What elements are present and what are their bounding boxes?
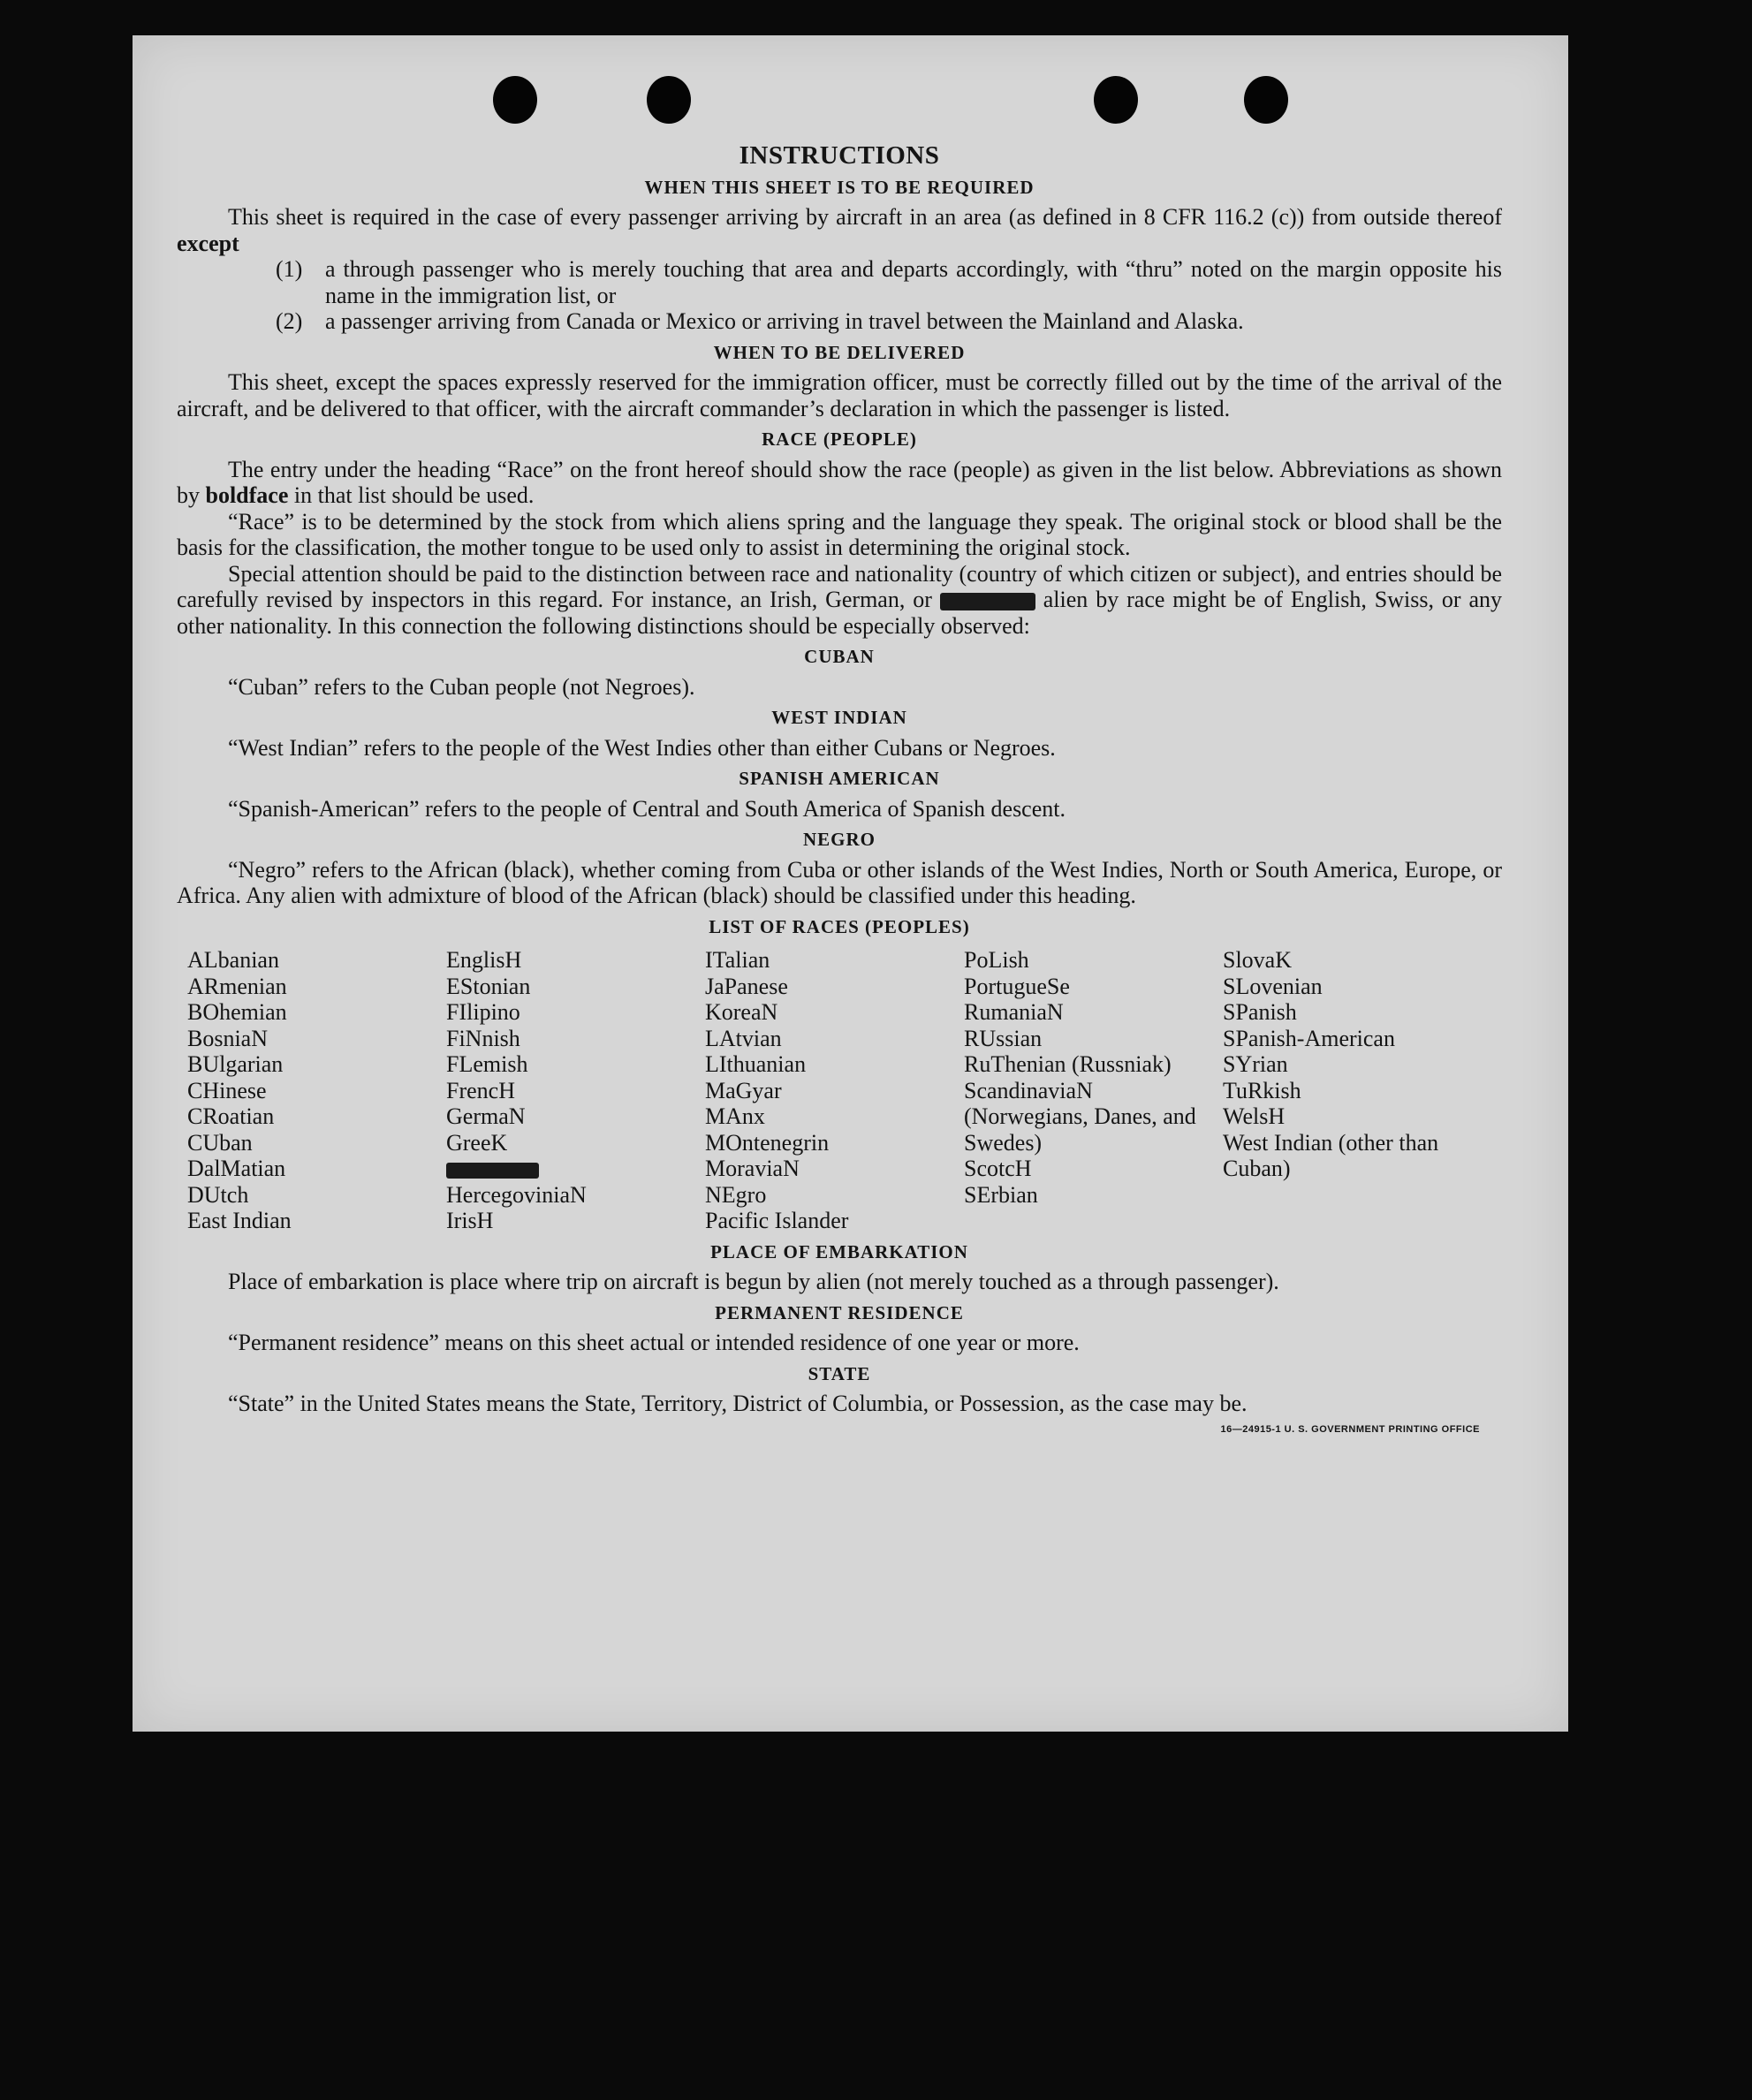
- race-paragraph-3: Special attention should be paid to the distinction between race and nationality (country of which citizen or subject), and entries should be carefully revised by inspectors in this regard. For instance, an Irish, German, or alien by race might be of English, Swiss, or any other nationality. In this connection the following distinctions should be especially observed:: [177, 560, 1502, 639]
- heading-cuban: CUBAN: [804, 646, 875, 667]
- race-entry: PortugueSe: [964, 973, 1070, 999]
- printer-imprint: 16—24915-1 U. S. GOVERNMENT PRINTING OFFICE: [1220, 1423, 1480, 1435]
- race-paragraph-1: The entry under the heading “Race” on the front hereof should show the race (people) as given in the list below. Abbreviations as shown by boldface in that list should be used.: [177, 456, 1502, 508]
- race-entry: CHinese: [187, 1077, 267, 1103]
- cuban-text: “Cuban” refers to the Cuban people (not Negroes).: [228, 673, 695, 700]
- race-entry: LAtvian: [705, 1025, 782, 1051]
- race-entry: SYrian: [1223, 1051, 1288, 1077]
- punch-hole: [647, 76, 691, 124]
- race-entry: IrisH: [446, 1208, 494, 1233]
- race-entry: TuRkish: [1223, 1077, 1301, 1103]
- negro-text: “Negro” refers to the African (black), whether coming from Cuba or other islands of the West Indies, North or South America, Europe, or Africa. Any alien with admixture of blood of the African (black) should be classified under this heading.: [177, 856, 1502, 908]
- race-entry: ScotcH: [964, 1156, 1032, 1181]
- race-entry: FIlipino: [446, 999, 520, 1025]
- race-entry: ScandinaviaN (Norwegians, Danes, and Swedes): [964, 1077, 1196, 1156]
- heading-state: STATE: [808, 1362, 871, 1384]
- race-entry: KoreaN: [705, 999, 778, 1025]
- race-entry: EnglisH: [446, 947, 522, 973]
- required-intro: This sheet is required in the case of every passenger arriving by aircraft in an area (as defined in 8 CFR 116.2 (c)) from outside thereof except: [177, 204, 1502, 256]
- race-entry: MAnx: [705, 1103, 765, 1129]
- race-entry: BUlgarian: [187, 1051, 284, 1077]
- races-column: [187, 947, 446, 1234]
- instruction-sheet: [133, 35, 1568, 1732]
- west-indian-text: “West Indian” refers to the people of the West Indies other than either Cubans or Negroes.: [228, 734, 1056, 761]
- races-column: [964, 947, 1223, 1234]
- races-column: [446, 947, 705, 1234]
- race-entry: SPanish: [1223, 999, 1297, 1025]
- race-entry: HercegoviniaN: [446, 1181, 587, 1208]
- race-entry: FiNnish: [446, 1025, 520, 1051]
- race-entry: JaPanese: [705, 973, 788, 999]
- race-entry: SPanish-American: [1223, 1025, 1395, 1051]
- redacted-word: [446, 1163, 539, 1179]
- race-entry: DUtch: [187, 1181, 249, 1208]
- heading-west-indian: WEST INDIAN: [771, 707, 907, 728]
- race-entry: RuThenian (Russniak): [964, 1051, 1172, 1077]
- punch-hole: [1244, 76, 1288, 124]
- race-entry: FrencH: [446, 1077, 515, 1103]
- race-entry: RUssian: [964, 1025, 1043, 1051]
- exception-item: (2) a passenger arriving from Canada or Mexico or arriving in travel between the Mainland and Alaska.: [276, 308, 1244, 334]
- race-entry: NEgro: [705, 1181, 767, 1208]
- race-entry: FLemish: [446, 1051, 528, 1077]
- race-entry: BOhemian: [187, 999, 287, 1025]
- state-text: “State” in the United States means the State, Territory, District of Columbia, or Possession, as the case may be.: [228, 1391, 1248, 1416]
- redacted-word: [940, 593, 1035, 610]
- race-entry: EStonian: [446, 973, 531, 999]
- heading-embarkation: PLACE OF EMBARKATION: [710, 1240, 968, 1262]
- heading-when-delivered: WHEN TO BE DELIVERED: [713, 341, 966, 363]
- residence-text: “Permanent residence” means on this sheet actual or intended residence of one year or more.: [228, 1330, 1080, 1355]
- race-entry: Pacific Islander: [705, 1208, 849, 1233]
- race-entry: West Indian (other than Cuban): [1223, 1129, 1439, 1181]
- footer: [177, 1417, 1502, 1444]
- heading-spanish-american: SPANISH AMERICAN: [739, 768, 940, 789]
- race-entry: ITalian: [705, 947, 770, 973]
- heading-negro: NEGRO: [802, 829, 876, 850]
- page-title: INSTRUCTIONS: [739, 141, 940, 170]
- race-entry: SErbian: [964, 1181, 1038, 1208]
- punch-hole: [1094, 76, 1138, 124]
- race-entry: MoraviaN: [705, 1156, 800, 1181]
- race-entry: GermaN: [446, 1103, 526, 1129]
- race-entry: BosniaN: [187, 1025, 268, 1051]
- races-list: [187, 947, 1502, 1234]
- race-entry: MaGyar: [705, 1077, 782, 1103]
- race-entry: DalMatian: [187, 1156, 286, 1181]
- delivered-text: This sheet, except the spaces expressly reserved for the immigration officer, must be correctly filled out by the time of the arrival of the aircraft, and be delivered to that officer, with the aircraft commander’s declaration in which the passenger is listed.: [177, 369, 1502, 421]
- instructions-body: [177, 141, 1502, 1443]
- races-column: [705, 947, 964, 1234]
- exception-item: (1) a through passenger who is merely touching that area and departs accordingly, with “thru” noted on the margin opposite his name in the immigration list, or: [276, 256, 1502, 308]
- race-entry: LIthuanian: [705, 1051, 807, 1077]
- race-entry-redacted: [446, 1156, 705, 1182]
- heading-race: RACE (PEOPLE): [762, 428, 917, 450]
- race-paragraph-2: “Race” is to be determined by the stock from which aliens spring and the language they speak. The original stock or blood shall be the basis for the classification, the mother tongue to be used only to assist in determining the original stock.: [177, 508, 1502, 560]
- race-entry: CRoatian: [187, 1103, 275, 1129]
- heading-residence: PERMANENT RESIDENCE: [715, 1301, 964, 1323]
- race-entry: WelsH: [1223, 1103, 1286, 1129]
- punch-hole: [493, 76, 537, 124]
- race-entry: GreeK: [446, 1129, 508, 1156]
- race-entry: MOntenegrin: [705, 1129, 830, 1156]
- spanish-american-text: “Spanish-American” refers to the people of Central and South America of Spanish descent.: [228, 795, 1066, 822]
- race-entry: SLovenian: [1223, 973, 1323, 999]
- embarkation-text: Place of embarkation is place where trip on aircraft is begun by alien (not merely touched as a through passenger).: [228, 1269, 1279, 1294]
- race-entry: CUban: [187, 1129, 253, 1156]
- race-entry: East Indian: [187, 1208, 292, 1233]
- race-entry: SlovaK: [1223, 947, 1292, 973]
- race-entry: ALbanian: [187, 947, 279, 973]
- race-entry: ARmenian: [187, 973, 287, 999]
- race-entry: PoLish: [964, 947, 1029, 973]
- races-column: [1223, 947, 1482, 1234]
- race-entry: RumaniaN: [964, 999, 1064, 1025]
- heading-list-of-races: LIST OF RACES (PEOPLES): [709, 915, 970, 937]
- heading-when-required: WHEN THIS SHEET IS TO BE REQUIRED: [644, 176, 1035, 198]
